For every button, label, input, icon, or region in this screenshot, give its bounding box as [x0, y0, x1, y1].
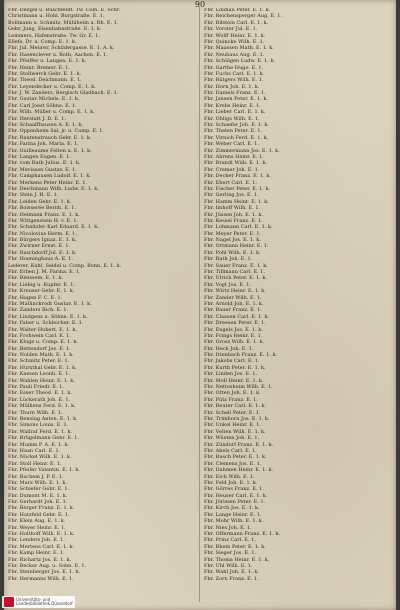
directory-entry: Fbr. Feld Joh. E. 1. k. [204, 479, 258, 486]
directory-entry: Fbr. Eich Wilh. E. 1. [204, 473, 255, 480]
directory-entry: Fbr. Thurn Wilh. E. 1. [8, 409, 63, 416]
directory-entry: Fbr. Moll Heinr. E. 1. k. [204, 377, 264, 384]
directory-entry: Fbr. Zwirner Ernst. E. 1. [8, 243, 71, 250]
directory-entry: Fbr. Stoll Heinr. E. 1. [8, 460, 62, 467]
directory-entry: Fbr. Decker Franz. E. 1. k. [204, 173, 271, 180]
directory-entry: Fbr. Wilh. Müller u. Comp. E. 1. k. [8, 109, 95, 116]
directory-entry: Fbr. Pfeiffer u. Langen. E. 1. k. [8, 58, 87, 65]
directory-entry: Fbr. Garthe Hugo. E. 1. [204, 64, 264, 71]
directory-entry: Fbr. Weyer Heinr. E. 1. [8, 524, 66, 531]
directory-entry: Fbr. Lindgens u. Söhne. E. 1. k. [8, 313, 88, 320]
directory-entry: Fbr. Deichmann Wilh. Ludw. E. 1. k. [8, 185, 99, 192]
directory-entry: Fbr. Heuser Carl. E. 1. k. [204, 492, 268, 499]
directory-entry: Fbr. Schaaffhausen A. E. 1. k. [8, 122, 84, 129]
directory-entry: Fbr. Merkens Peter Heinr. E. 1. [8, 179, 88, 186]
directory-entry: Fbr. Lieber Carl. E. 1. k. [204, 109, 266, 116]
directory-entry: Fbr. Otten Joh. E. 1. k. [204, 390, 261, 397]
directory-entry: Ellefs, Dr. u. Comp. E. 1. k. [8, 38, 77, 45]
directory-entry: Fbr. Wolff Heinr. E. 1. k. [204, 32, 266, 39]
directory-entry: Fbr. Mevissen Gustav. E. 1. [8, 166, 77, 173]
directory-entry: Fbr. Tillmann Carl. E. 1. [204, 269, 266, 276]
library-logo-icon [4, 597, 14, 607]
directory-entry: Fbr. Boisserée Bernh. E. 1. [8, 205, 77, 212]
directory-entry: Fbr. Schiefer Gebr. E. 1. [8, 486, 70, 493]
directory-entry: Fbr. Bettendorf Jos. E. 1. [8, 345, 71, 352]
directory-entry: Fbr. Mertens Carl. E. 1. k. [8, 543, 75, 550]
directory-entry: Fbr. Zander Wilh. E. 1. [204, 294, 262, 301]
directory-entry: Fbr. Bilstein Carl. E. 1. k. [204, 19, 269, 26]
directory-entry: Fbr. Schaefer Joh. E. 1. k. [204, 122, 270, 129]
directory-entry: Fbr. Theod. Deichmann. E. 1. [8, 77, 82, 84]
directory-entry: Fbr. Reichensperger Aug. E. 1. [204, 13, 283, 20]
directory-entry: Fbr. Pohl Wilh. E. 1. k. [204, 249, 261, 256]
directory-entry: Fbr. Esser Theod. E. 1. k. [8, 390, 73, 397]
directory-entry: Fbr. Pfeifer Valentin. E. 1. k. [8, 467, 80, 474]
directory-entry: Fbr. Raschdorff Jul. E. 1. k. [8, 249, 77, 256]
directory-entry: Fbr. Farina Joh. Maria. E. 1. [8, 141, 79, 148]
directory-entry: Fbr. Nettesheim Wilh. E. 1. [204, 384, 273, 391]
directory-entry: Fbr. Bauer Franz. E. 1. [204, 307, 262, 314]
directory-entry: Fbr. Kluge u. Comp. E. 1. k. [8, 339, 79, 346]
directory-entry: Fbr. Thelen Peter. E. 1. [204, 128, 263, 135]
directory-entry: Fbr. Stollwerck Gebr. E. 1. k. [8, 70, 82, 77]
directory-entry: Fbr. Simons Louis. E. 1. [8, 422, 69, 429]
directory-entry: Fbr. Berger Franz. E. 1. k. [8, 505, 75, 512]
library-logo-line1: Universitäts- und [16, 596, 51, 602]
directory-entry: Fbr. Vorster Jul. E. 1. [204, 26, 258, 33]
directory-entry: Fbr. Claasen Carl. E. 1. k. [204, 313, 270, 320]
directory-entry: Fbr. Reuter Carl. E. 1. k. [204, 403, 267, 410]
directory-entry: Fbr. J. W. Zanders, Bergisch Gladbach. E. 1. [8, 90, 119, 97]
directory-entry: Fbr. Ulrich Peter. E. 1. k. [204, 275, 267, 282]
directory-entry: Fbr. Neuhaus Aug. E. 1. [204, 51, 265, 58]
directory-entry: Fbr. Virnich Ferd. E. 1. k. [204, 134, 269, 141]
directory-entry: Fbr. Frohwein Carl. E. 1. [8, 332, 71, 339]
directory-entry: Fbr. Richartz Jos. E. 1. k. [8, 556, 72, 563]
directory-entry: Fbr. Pauli Friedr. E. 1. [8, 384, 65, 391]
directory-entry: Fbr. Abels Carl. E. 1. [204, 447, 257, 454]
directory-entry: Fbr. Gerling Jos. E. 1. [204, 192, 259, 199]
directory-entry: Fbr. Vogt Jos. E. 1. [204, 281, 251, 288]
directory-entry: Fbr. Hasenclever u. Roth, Aachen. E. 1. [8, 51, 108, 58]
directory-entry: Fbr. Hagen F. C. E. 1. [8, 294, 63, 301]
right-column [204, 8, 392, 600]
directory-entry: Fbr. Krebs Heinr. E. 1. [204, 102, 261, 109]
directory-entry: Fbr. Wallraf Ferd. E. 1. k. [8, 428, 73, 435]
directory-entry: Fbr. Engels Jos. E. 1. k. [204, 326, 263, 333]
directory-entry: Fbr. Guilleaume Felten u. E. 1. k. [8, 147, 92, 154]
directory-entry: Fbr. Lindlau Peter. E. 1. k. [204, 8, 271, 13]
library-logo [2, 596, 75, 608]
directory-entry: Fbr. Sauer Franz. E. 1. k. [204, 262, 268, 269]
directory-entry: Fbr. Wahlen Heinr. E. 1. k. [8, 377, 75, 384]
directory-entry: Fbr. Sieger Jos. E. 1. [204, 550, 257, 557]
library-logo-text [16, 598, 73, 607]
directory-entry: Fbr. Unkel Heinr. E. 1. [204, 422, 261, 429]
directory-entry: Fbr. Ebert Carl. E. 1. [204, 179, 257, 186]
directory-entry: Fbr. Hatzfeld Gebr. E. 1. [8, 511, 70, 518]
directory-entry: Fbr. Camphausen Ludolf. E. 1. k. [8, 173, 91, 180]
directory-entry: Lemmers, Hafenstraße. Tw. Gr. E. 1. [8, 32, 101, 39]
directory-entry: Fbr. Zimmermann Jos. E. 1. k. [204, 147, 280, 154]
directory-entry: Fbr. Quincke Wilh. E. 1. [204, 38, 265, 45]
directory-entry: Fbr. Frings Heinr. E. 1. [204, 332, 263, 339]
directory-entry: Fbr. Steinberger Jos. E. 1. k. [8, 569, 81, 576]
directory-entry: Fbr. Pütz Franz. E. 1. [204, 396, 258, 403]
directory-entry: Fbr. Kessel Franz. E. 1. [204, 217, 263, 224]
directory-entry: Fbr. Ittenbach Franz. E. 1. k. [204, 352, 278, 359]
directory-entry: Fbr. Hermanns Wilh. E. 1. [8, 575, 74, 582]
directory-entry: Fbr. Meyer Peter. E. 1. [204, 230, 262, 237]
directory-entry: Fbr. Offermann Franz. E. 1. k. [204, 531, 281, 538]
directory-entry: Fbr. Holthoff Wilh. E. 1. k. [8, 531, 75, 538]
directory-entry: Fbr. Schülgen Ludw. E. 1. k. [204, 58, 276, 65]
directory-entry: Fbr. Mallinckrodt Gustav. E. 1. k. [8, 300, 92, 307]
directory-entry: Fbr. Ahrens Heinr. E. 1. [204, 153, 264, 160]
directory-entry: Fbr. Hoeninghaus A. E. 1. [8, 256, 74, 263]
directory-entry: Fbr. Stein J. H. E. 1. [8, 192, 59, 199]
directory-entry: Fbr. Gustav Michels. E. 1. k. [8, 96, 80, 103]
directory-entry: Fbr. Schmitz Peter. E. 1. [8, 358, 70, 365]
directory-entry: Fbr. Wirtz Heinr. E. 1. k. [204, 288, 266, 295]
directory-entry: Fbr. Horn Joh. E. 1. k. [204, 83, 260, 90]
directory-entry: Fbr. Brandt Wilh. E. 1. k. [204, 160, 268, 167]
directory-entry: Fbr. Becker Aug. u. Sohn. E. 1. [8, 562, 87, 569]
directory-entry: Fbr. Linden Jos. E. 1. [204, 371, 258, 378]
column-divider [199, 6, 200, 602]
directory-entry: Fbr. Nies Joh. E. 1. [204, 524, 252, 531]
directory-entry: Fbr. Gross Wilh. E. 1. k. [204, 339, 265, 346]
directory-entry: Fbr. Imhoff Wilh. E. 1. [204, 205, 261, 212]
directory-entry: Fbr. Marx Wilh. E. 1. k. [8, 479, 67, 486]
directory-entry: Fbr. Prinz Carl. E. 1. [204, 537, 257, 544]
directory-entry: Fbr. Ohligs Wilh. E. 1. [204, 115, 260, 122]
directory-entry: Fbr. Kirch Jos. E. 1. k. [204, 505, 260, 512]
directory-entry: Fbr. Clemens Jos. E. 1. [204, 460, 262, 467]
directory-entry: Fbr. Ortmann Heinr. E. 1. [204, 243, 269, 250]
directory-entry: Lederer, Kuhl, Seidel u. Comp. Bonn. E. 1. k. [8, 262, 122, 269]
directory-entry: Bollmann u. Schmitz, Mühlheim a. Rh. E. 1. [8, 19, 119, 26]
directory-entry: Fbr. Uhl Wilh. E. 1. [204, 562, 253, 569]
directory-entry: Fbr. Rath Joh. E. 1. [204, 256, 253, 263]
directory-entry: Fbr. Schnitzler Karl Eduard. E. 1. k. [8, 224, 99, 231]
directory-entry: Fbr. Jul. Meurer, Schildergasse. E. 1. A. k. [8, 45, 115, 52]
directory-entry: Fbr. Mülhens Ferd. E. 1. k. [8, 403, 76, 410]
directory-entry: Fbr. Nückel Wilh. E. 1. k. [8, 454, 72, 461]
directory-entry: Fbr. Lohmann Carl. E. 1. k. [204, 224, 273, 231]
directory-entry: Fbr. Leiden Gebr. E. 1. k. [8, 198, 72, 205]
directory-entry: Fbr. Erben J. M. Farina. E. 1. [8, 269, 81, 276]
directory-entry: Fbr. Heck Joh. E. 1. [204, 345, 254, 352]
directory-entry: Fbr. Carl Joest Söhne. E. 1. [8, 102, 77, 109]
directory-entry: Fbr. Mohr Wilh. E. 1. k. [204, 518, 264, 525]
directory-entry: Fbr. Lange Heinr. E. 1. [204, 511, 262, 518]
directory-entry: Fbr. Langen Eugen. E. 1. [8, 153, 72, 160]
left-column [8, 8, 196, 600]
page-number: 90 [194, 0, 206, 9]
directory-entry: Fbr. Schell Peter. E. 1. [204, 409, 261, 416]
directory-entry: Fbr. Brügelmann Gebr. E. 1. [8, 435, 80, 442]
directory-entry: Gebr. Jung, Eisenbahnstraße. E. 1. k. [8, 26, 102, 33]
directory-entry: Fbr. Lenders Joh. E. 1. [8, 537, 65, 544]
directory-entry: Fbr. Thoma Heinr. E. 1. k. [204, 556, 270, 563]
directory-entry: Fbr. Rütgers Wilh. E. 1. [204, 77, 264, 84]
directory-entry: Fbr. Kaesen Leonh. E. 1. [8, 371, 71, 378]
directory-entry: Fbr. Haan Carl. E. 1. [8, 447, 61, 454]
directory-entry: Fbr. Fuchs Carl. E. 1. k. [204, 70, 265, 77]
directory-entry: Fbr. Wittgenstein H. v. E. 1. [8, 217, 79, 224]
directory-entry: Fbr. Dengel u. Buschfeldt. Tw. Cöln. E. Schr. [8, 8, 121, 13]
directory-entry: Fbr. Görres Franz. E. 1. [204, 486, 264, 493]
directory-entry: Fbr. Trimborn Jos. E. 1. k. [204, 416, 270, 422]
scanned-page [4, 0, 396, 610]
directory-entry: Fbr. Nolden Math. E. 1. k. [8, 352, 74, 359]
directory-entry: Fbr. Gerhardt Joh. E. 1. [8, 499, 68, 506]
directory-entry: Fbr. Dumont M. E. 1. k. [8, 492, 68, 499]
directory-entry: Fbr. Jüssen Joh. E. 1. k. [204, 211, 263, 218]
directory-entry: Fbr. Dreesen Peter. E. 1. [204, 320, 266, 327]
directory-entry: Fbr. Hürxthal Gebr. E. 1. k. [8, 364, 77, 371]
library-logo-line2: Landesbibliothek Düsseldorf [16, 601, 73, 606]
directory-entry: Fbr. Liebig u. Kupfer. E. 1. [8, 281, 75, 288]
directory-entry: Fbr. Jakobs Carl. E. 1. [204, 358, 260, 365]
directory-entry: Fbr. Bürgers Ignaz. E. 1. k. [8, 237, 77, 244]
directory-entry: Fbr. Kamp Heinr. E. 1. [8, 550, 65, 557]
directory-entry: Fbr. Zündorf Franz. E. 1. k. [204, 441, 274, 448]
directory-entry: Fbr. Kreuser Gebr. E. 1. k. [8, 288, 75, 295]
directory-entry: Fbr. Bleissem. E. 1. k. [8, 275, 64, 282]
directory-entry: Fbr. Nicolovius Herm. E. 1. [8, 230, 77, 237]
directory-entry: Fbr. Leyendecker u. Comp. E. 1. k. [8, 83, 96, 90]
directory-entry: Fbr. Daniels Franz. E. 1. [204, 90, 266, 97]
directory-entry: Fbr. Zanders Rich. E. 1. [8, 307, 69, 314]
directory-entry: Fbr. Heinr. Bremer. E. 1. [8, 64, 71, 71]
directory-entry: Fbr. Walter Hubert. E. 1. k. [8, 326, 77, 333]
directory-entry: Fbr. Dahmen Heinr. E. 1. k. [204, 467, 274, 474]
directory-entry: Fbr. Rhein Peter. E. 1. k. [204, 543, 266, 550]
directory-entry: Fbr. Fischer Peter. E. 1. k. [204, 185, 271, 192]
directory-entry: Fbr. Wüsten Joh. E. 1. [204, 435, 260, 442]
directory-entry: Fbr. Arnold Joh. E. 1. k. [204, 300, 264, 307]
directory-entry: Fbr. vom Rath Julius. E. 1. k. [8, 160, 81, 167]
directory-entry: Fbr. Hamm Heinr. E. 1. k. [204, 198, 269, 205]
directory-entry: Fbr. Lückerath Joh. E. 1. [8, 396, 71, 403]
directory-entry: Fbr. Heimann Franz. E. 1. k. [8, 211, 80, 218]
directory-entry: Fbr. Jansen Peter. E. 1. k. [204, 96, 269, 103]
directory-entry: Fbr. Kurth Peter. E. 1. k. [204, 364, 266, 371]
directory-entry: Fbr. Maassen Math. E. 1. k. [204, 45, 274, 52]
directory-entry: Fbr. Cremer Joh. E. 1. [204, 166, 260, 173]
directory-entry: Christmann u. Hohl. Burgstraße. E. 1. [8, 13, 105, 20]
directory-entry: Fbr. Jörissen Peter. E. 1. [204, 499, 266, 506]
directory-entry: Fbr. Velten Wilh. E. 1. k. [204, 428, 266, 435]
directory-entry: Fbr. Busch Peter. E. 1. k. [204, 454, 267, 461]
directory-entry: Fbr. Nagel Jos. E. 1. k. [204, 237, 261, 244]
directory-entry: Fbr. Zorn Franz. E. 1. [204, 575, 259, 582]
directory-entry: Fbr. Faber u. Schleicher. E. 1. [8, 320, 84, 327]
directory-entry: Fbr. Mumm P. A. E. 1. k. [8, 441, 70, 448]
directory-entry: Fbr. Herstatt J. D. E. 1. [8, 115, 66, 122]
directory-entry: Fbr. Weber Carl. E. 1. [204, 141, 259, 148]
directory-entry: Fbr. Klein Aug. E. 1. k. [8, 518, 66, 525]
directory-entry: Fbr. Bachem J. P. E. 1. [8, 473, 64, 480]
directory-entry: Fbr. Rensing Anton. E. 1. k. [8, 416, 78, 422]
directory-entry: Fbr. Oppenheim Sal. jr. u. Comp. E. 1. [8, 128, 104, 135]
directory-entry: Fbr. Rautenstrauch Gebr. E. 1. k. [8, 134, 92, 141]
directory-entry: Fbr. Wahl Joh. E. 1. k. [204, 569, 259, 576]
